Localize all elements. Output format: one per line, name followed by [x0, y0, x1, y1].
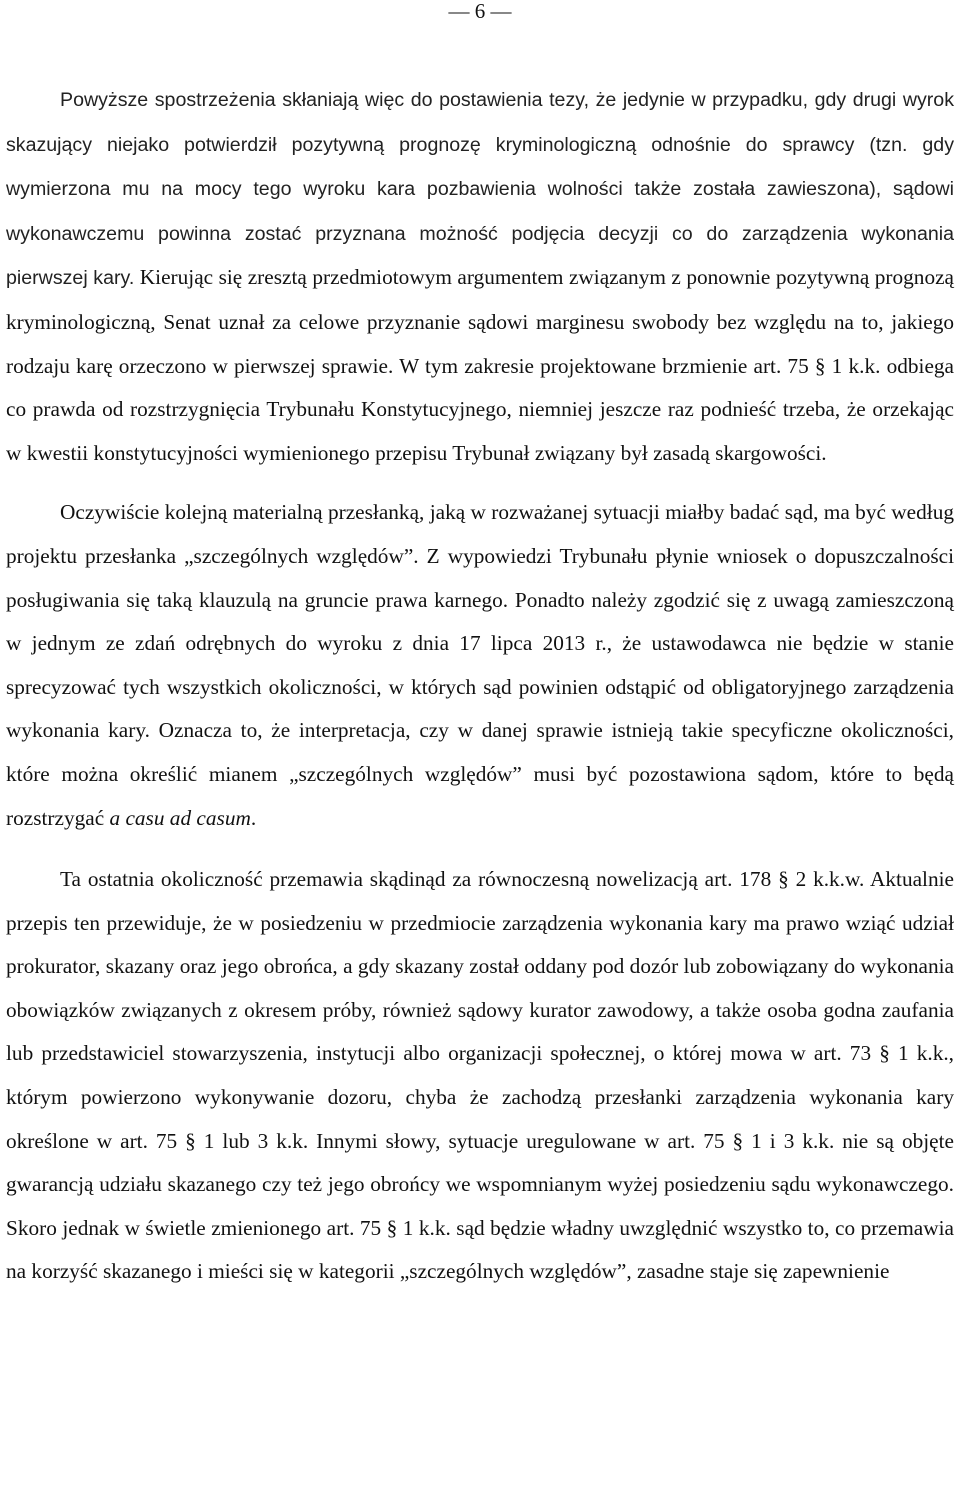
paragraph-spacer [6, 840, 954, 858]
document-body [6, 78, 954, 1294]
paragraph-2-end: . [250, 805, 257, 830]
page-number: — 6 — [448, 0, 512, 23]
paragraph-2-text: Oczywiście kolejną materialną przesłanką, jaką w rozważanej sytuacji miałby badać sąd, ma być według projektu przesłanka „szczególnych względów”. Z wypowiedzi Trybunału płynie wniosek o dopuszczalności posługiwania się taką klauzulą na gruncie prawa karnego. Ponadto należy zgodzić się z uwagą zamieszczoną w jednym ze zdań odrębnych do wyroku z dnia 17 lipca 2013 r., że ustawodawca nie będzie w stanie sprecyzować tych wszystkich okoliczności, w których sąd powinien odstąpić od obligatoryjnego zarządzenia wykonania kary. Oznacza to, że interpretacja, czy w danej sprawie istnieją takie specyficzne okoliczności, które można określić mianem „szczególnych względów” musi być pozostawiona sądom, które to będą rozstrzygać [6, 500, 954, 830]
paragraph-2-italic-phrase: a casu ad casum [109, 805, 251, 830]
paragraph-1-sans-part: Powyższe spostrzeżenia skłaniają więc do postawienia tezy, że jedynie w przypadku, gdy drugi wyrok skazujący niejako potwierdził pozytywną prognozę kryminologiczną odnośnie do sprawcy (tzn. gdy wymierzona mu na mocy tego wyroku kara pozbawienia wolności także została zawieszona), sądowi wykonawczemu powinna zostać przyznana możność podjęcia decyzji co do zarządzenia wykonania pierwszej kary. [6, 89, 954, 290]
paragraph-3-text: Ta ostatnia okoliczność przemawia skądinąd za równoczesną nowelizacją art. 178 § 2 k.k.w. Aktualnie przepis ten przewiduje, że w posiedzeniu w przedmiocie zarządzenia wykonania kary ma prawo wziąć udział prokurator, skazany oraz jego obrońca, a gdy skazany został oddany pod dozór lub zobowiązany do wykonania obowiązków związanych z okresem próby, również sądowy kurator zawodowy, a także osoba godna zaufania lub przedstawiciel stowarzyszenia, instytucji albo organizacji społecznej, o której mowa w art. 73 § 1 k.k., którym powierzono wykonywanie dozoru, chyba że zachodzą przesłanki zarządzenia wykonania kary określone w art. 75 § 1 lub 3 k.k. Innymi słowy, sytuacje uregulowane w art. 75 § 1 i 3 k.k. nie są objęte gwarancją udziału skazanego czy też jego obrońcy we wspomnianym wyżej posiedzeniu sądu wykonawczego. Skoro jednak w świetle zmienionego art. 75 § 1 k.k. sąd będzie władny uwzględnić wszystko to, co przemawia na korzyść skazanego i mieści się w kategorii „szczególnych względów”, zasadne staje się zapewnienie [6, 867, 954, 1284]
paragraph-3 [6, 858, 954, 1294]
paragraph-1 [6, 78, 954, 475]
paragraph-spacer [6, 475, 954, 491]
paragraph-2 [6, 491, 954, 840]
paragraph-1-serif-part: Kierując się zresztą przedmiotowym argumentem związanym z ponownie pozytywną prognozą kryminologiczną, Senat uznał za celowe przyznanie sądowi marginesu swobody bez względu na to, jakiego rodzaju karę orzeczono w pierwszej sprawie. W tym zakresie projektowane brzmienie art. 75 § 1 k.k. odbiega co prawda od rozstrzygnięcia Trybunału Konstytucyjnego, niemniej jeszcze raz podnieść trzeba, że orzekając w kwestii konstytucyjności wymienionego przepisu Trybunał związany był zasadą skargowości. [6, 265, 954, 465]
